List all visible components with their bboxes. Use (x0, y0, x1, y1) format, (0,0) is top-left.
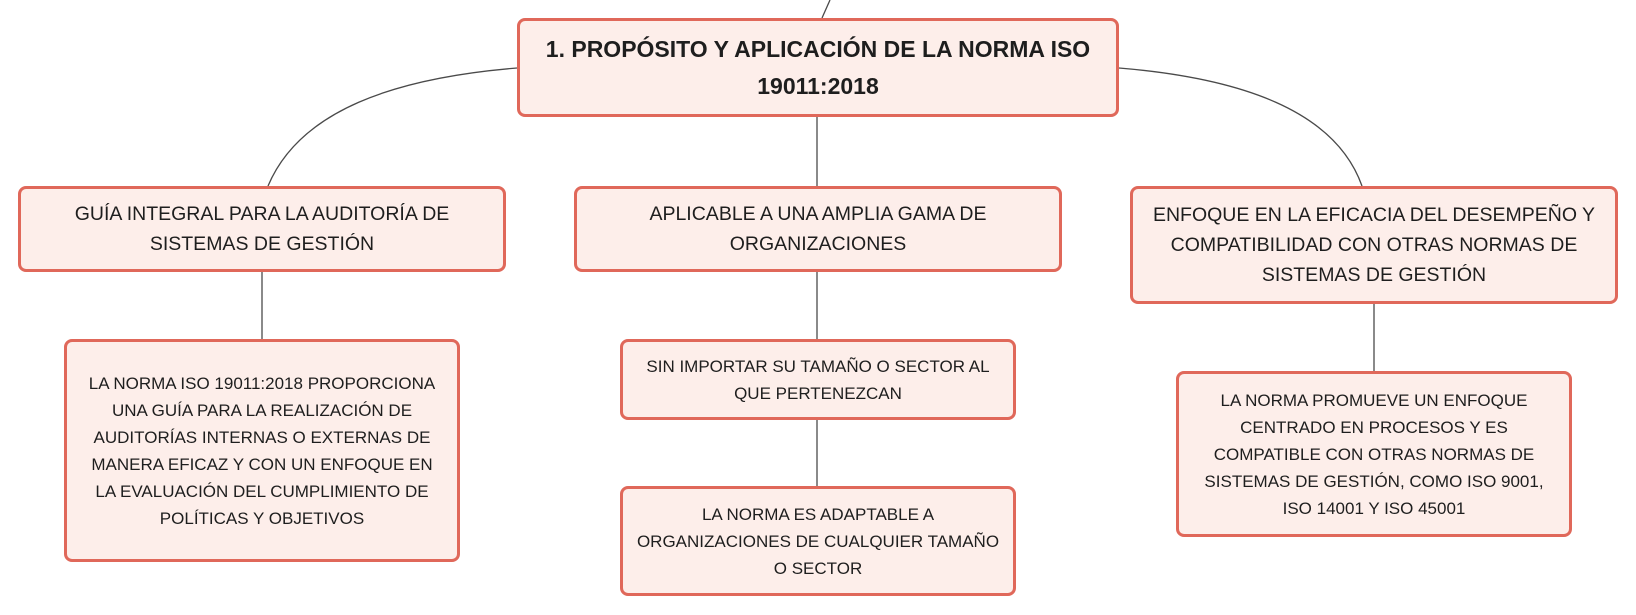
subtopic-label: LA NORMA ISO 19011:2018 PROPORCIONA UNA GUÍA PARA LA REALIZACIÓN DE AUDITORÍAS INTERNAS O EXTERNAS DE MANERA EFICAZ Y CON UN ENFOQUE EN LA EVALUACIÓN DEL CUMPLIMIENTO DE POLÍTICAS Y OBJETIVOS (88, 373, 436, 528)
subtopic-label: LA NORMA ES ADAPTABLE A ORGANIZACIONES DE CUALQUIER TAMAÑO O SECTOR (636, 504, 1000, 578)
subtopic-node-guia-descripcion[interactable] (64, 339, 460, 562)
topic-node-guia-integral[interactable] (18, 186, 506, 272)
topic-label: APLICABLE A UNA AMPLIA GAMA DE ORGANIZACIONES (649, 203, 987, 255)
connector-root-to-guia (268, 68, 517, 186)
subtopic-node-adaptable[interactable] (620, 486, 1016, 596)
subtopic-node-promueve-enfoque[interactable] (1176, 371, 1572, 537)
connector-root-to-enfoque (1119, 68, 1362, 186)
root-topic-node[interactable] (517, 18, 1119, 117)
root-topic-label: 1. PROPÓSITO Y APLICACIÓN DE LA NORMA ISO 19011:2018 (545, 35, 1091, 99)
topic-node-aplicable[interactable] (574, 186, 1062, 272)
topic-label: ENFOQUE EN LA EFICACIA DEL DESEMPEÑO Y COMPATIBILIDAD CON OTRAS NORMAS DE SISTEMAS DE GESTIÓN (1152, 204, 1596, 286)
subtopic-label: LA NORMA PROMUEVE UN ENFOQUE CENTRADO EN PROCESOS Y ES COMPATIBLE CON OTRAS NORMAS DE SISTEMAS DE GESTIÓN, COMO ISO 9001, ISO 14001 Y ISO 45001 (1204, 390, 1544, 518)
subtopic-node-tamano-sector[interactable] (620, 339, 1016, 420)
connector-parent-stub (822, 0, 830, 18)
topic-node-enfoque[interactable] (1130, 186, 1618, 304)
topic-label: GUÍA INTEGRAL PARA LA AUDITORÍA DE SISTEMAS DE GESTIÓN (74, 203, 450, 255)
subtopic-label: SIN IMPORTAR SU TAMAÑO O SECTOR AL QUE PERTENEZCAN (646, 356, 990, 403)
